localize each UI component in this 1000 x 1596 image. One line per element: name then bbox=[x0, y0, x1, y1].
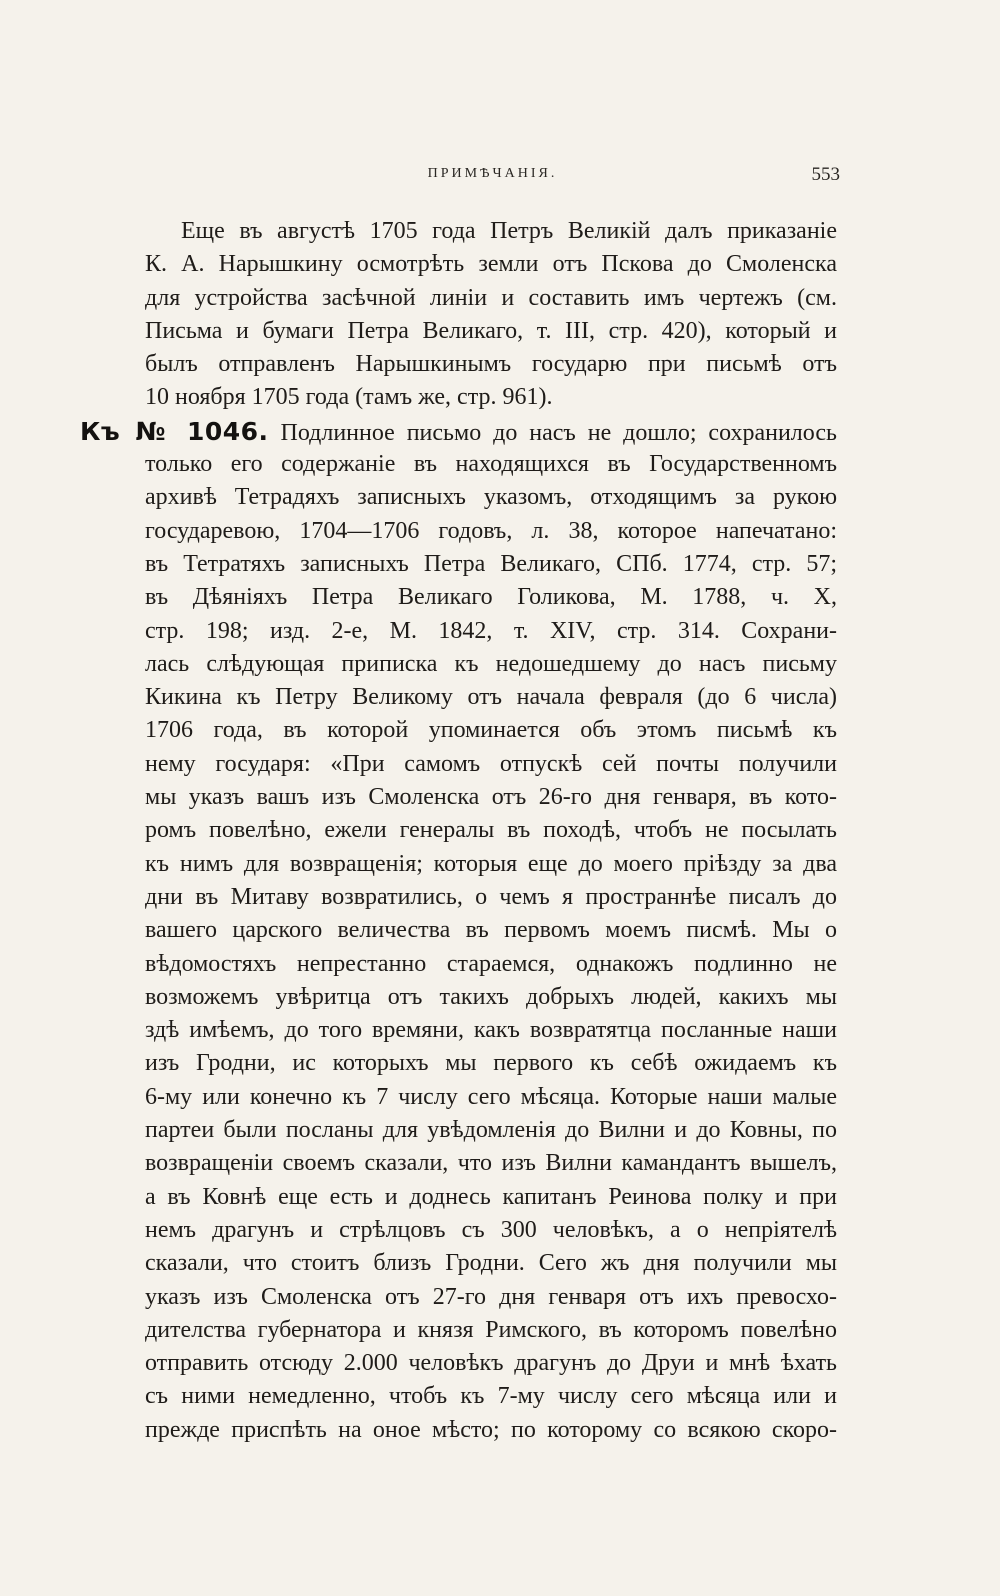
text-line: былъ отправленъ Нарышкинымъ государю при письмѣ отъ bbox=[145, 351, 837, 378]
running-header bbox=[145, 166, 840, 188]
text-line: въ Тетратяхъ записныхъ Петра Великаго, СПб. 1774, стр. 57; bbox=[145, 550, 837, 577]
text-line: Кикина къ Петру Великому отъ начала февраля (до 6 числа) bbox=[145, 684, 837, 711]
text-line: дителства губернатора и князя Римского, въ которомъ повелѣно bbox=[145, 1316, 837, 1343]
text-line: возможемъ увѣритца отъ такихъ добрыхъ людей, какихъ мы bbox=[145, 983, 837, 1010]
text-line: стр. 198; изд. 2-е, М. 1842, т. XIV, стр. 314. Сохрани- bbox=[145, 617, 837, 644]
text-line: отправить отсюду 2.000 человѣкъ драгунъ до Друи и мнѣ ѣхать bbox=[145, 1350, 837, 1377]
text-block bbox=[80, 215, 837, 1447]
page-number: 553 bbox=[811, 164, 840, 185]
text-line: здѣ имѣемъ, до того времяни, какъ возвратятца посланные наши bbox=[145, 1017, 837, 1044]
text-line: прежде приспѣть на оное мѣсто; по которому со всякою скоро- bbox=[145, 1416, 837, 1443]
note-1046 bbox=[80, 415, 837, 1447]
text-line: съ ними немедленно, чтобъ къ 7-му числу сего мѣсяца или и bbox=[145, 1383, 837, 1410]
text-line: только его содержаніе въ находящихся въ Государственномъ bbox=[145, 451, 837, 478]
text-line: партеи были посланы для увѣдомленія до Вилни и до Ковны, по bbox=[145, 1117, 837, 1144]
text-line: вѣдомостяхъ непрестанно стараемся, однакожъ подлинно не bbox=[145, 950, 837, 977]
text-line: ромъ повелѣно, ежели генералы въ походѣ, чтобъ не посылать bbox=[145, 817, 837, 844]
note-first-line-text: Подлинное письмо до насъ не дошло; сохранилось bbox=[268, 419, 837, 446]
text-line: а въ Ковнѣ еще есть и доднесь капитанъ Реинова полку и при bbox=[145, 1183, 837, 1210]
paragraph-intro bbox=[145, 215, 837, 415]
text-line: вашего царского величества въ первомъ моемъ писмѣ. Мы о bbox=[145, 917, 837, 944]
text-line: къ нимъ для возвращенія; которыя еще до моего пріѣзду за два bbox=[145, 850, 837, 877]
text-line: дни въ Митаву возвратились, о чемъ я пространнѣе писалъ до bbox=[145, 883, 837, 910]
text-line: архивѣ Тетрадяхъ записныхъ указомъ, отходящимъ за рукою bbox=[145, 484, 837, 511]
text-line: для устройства засѣчной линіи и составить имъ чертежъ (см. bbox=[145, 284, 837, 311]
text-line: Еще въ августѣ 1705 года Петръ Великій далъ приказаніе bbox=[181, 218, 837, 244]
text-line: 1706 года, въ которой упоминается объ этомъ письмѣ къ bbox=[145, 717, 837, 744]
running-title: ПРИМѢЧАНІЯ. bbox=[427, 166, 558, 181]
text-line: въ Дѣяніяхъ Петра Великаго Голикова, М. 1788, ч. X, bbox=[145, 584, 837, 611]
text-line: Письма и бумаги Петра Великаго, т. III, стр. 420), который и bbox=[145, 317, 837, 344]
text-line: немъ драгунъ и стрѣлцовъ съ 300 человѣкъ, а о непріятелѣ bbox=[145, 1216, 837, 1243]
text-line: нему государя: «При самомъ отпускѣ сей почты получили bbox=[145, 750, 837, 777]
text-line: сказали, что стоитъ близъ Гродни. Сего жъ дня получили мы bbox=[145, 1250, 837, 1277]
text-line: 6-му или конечно къ 7 числу сего мѣсяца. Которые наши малые bbox=[145, 1083, 837, 1110]
text-line: 10 ноября 1705 года (тамъ же, стр. 961). bbox=[145, 384, 553, 411]
text-line: К. А. Нарышкину осмотрѣть земли отъ Пскова до Смоленска bbox=[145, 251, 837, 278]
text-line: государевою, 1704—1706 годовъ, л. 38, которое напечатано: bbox=[145, 517, 837, 544]
note-label: Къ № 1046. bbox=[80, 416, 269, 446]
text-line: лась слѣдующая приписка къ недошедшему до насъ письму bbox=[145, 650, 837, 677]
note-first-line bbox=[80, 415, 837, 448]
text-line: указъ изъ Смоленска отъ 27-го дня генваря отъ ихъ превосхо- bbox=[145, 1283, 837, 1310]
text-line: изъ Гродни, ис которыхъ мы первого къ себѣ ожидаемъ къ bbox=[145, 1050, 837, 1077]
text-line: мы указъ вашъ изъ Смоленска отъ 26-го дня генваря, въ кото- bbox=[145, 784, 837, 811]
text-line: возвращеніи своемъ сказали, что изъ Вилни камандантъ вышелъ, bbox=[145, 1150, 837, 1177]
